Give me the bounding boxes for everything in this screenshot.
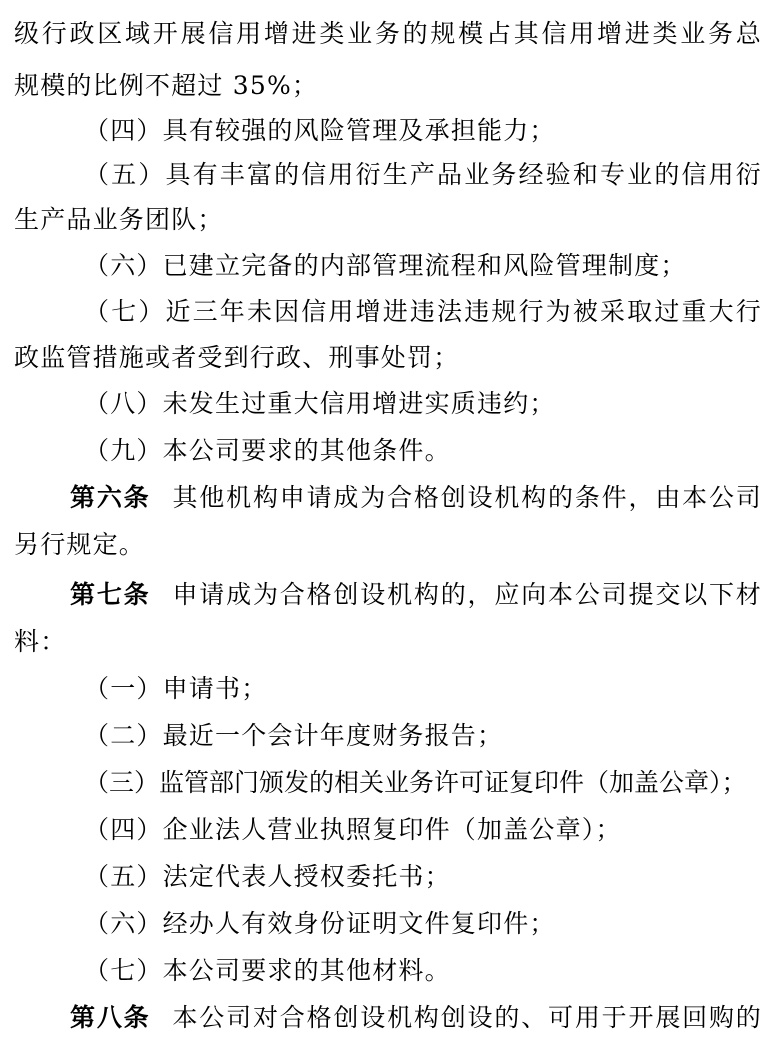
paragraph-line: 规模的比例不超过 35%； — [14, 71, 319, 100]
article-text: 申请成为合格创设机构的，应向本公司提交以下材 — [172, 580, 762, 609]
list-item: （四）具有较强的风险管理及承担能力； — [84, 116, 556, 145]
list-item: （五）具有丰富的信用衍生产品业务经验和专业的信用衍 — [84, 160, 762, 189]
list-item: （一）申请书； — [84, 674, 268, 703]
paragraph-line: 料： — [14, 627, 67, 656]
article-text: 其他机构申请成为合格创设机构的条件，由本公司 — [172, 483, 762, 512]
paragraph-line: 政监管措施或者受到行政、刑事处罚； — [14, 343, 460, 372]
article-label: 第六条 — [70, 483, 151, 512]
article-label: 第八条 — [70, 1003, 151, 1032]
list-item: （九）本公司要求的其他条件。 — [84, 436, 451, 465]
list-item: （六）已建立完备的内部管理流程和风险管理制度； — [84, 251, 687, 280]
list-item: （八）未发生过重大信用增进实质违约； — [84, 389, 556, 418]
paragraph-line: 生产品业务团队； — [14, 205, 224, 234]
list-item: （二）最近一个会计年度财务报告； — [84, 721, 504, 750]
paragraph-line: 另行规定。 — [14, 530, 146, 559]
paragraph-line: 级行政区域开展信用增进类业务的规模占其信用增进类业务总 — [14, 19, 762, 48]
article-text: 本公司对合格创设机构创设的、可用于开展回购的 — [172, 1003, 762, 1032]
list-item: （七）本公司要求的其他材料。 — [84, 956, 451, 985]
article-6 — [70, 476, 762, 520]
article-7 — [70, 573, 762, 617]
list-item: （六）经办人有效身份证明文件复印件； — [84, 909, 556, 938]
list-item: （七）近三年未因信用增进违法违规行为被采取过重大行 — [84, 297, 762, 326]
list-item: （四）企业法人营业执照复印件（加盖公章）； — [84, 815, 622, 844]
article-8 — [70, 996, 762, 1040]
list-item: （三）监管部门颁发的相关业务许可证复印件（加盖公章）； — [84, 768, 747, 797]
list-item: （五）法定代表人授权委托书； — [84, 862, 451, 891]
article-label: 第七条 — [70, 580, 151, 609]
